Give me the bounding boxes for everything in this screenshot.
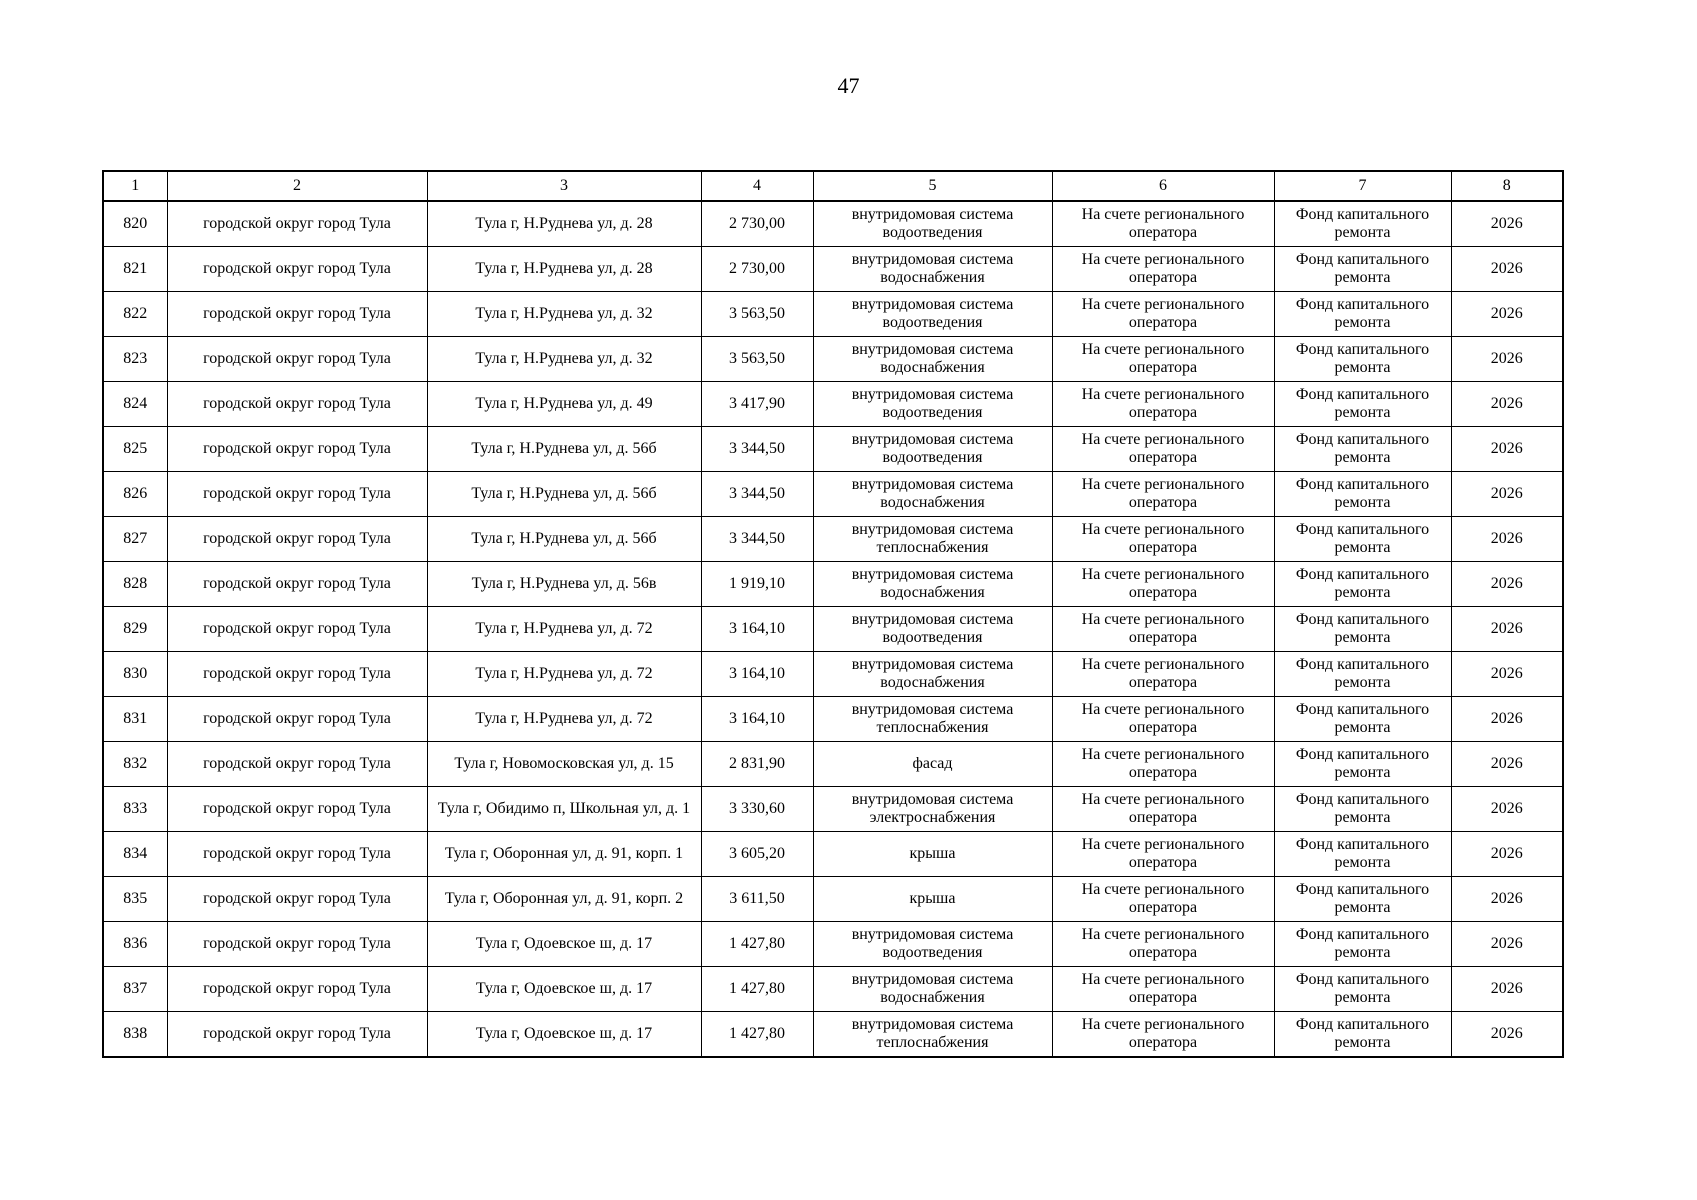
cell-work-type: внутридомовая система водоснабжения [813,247,1052,292]
cell-address: Тула г, Н.Руднева ул, д. 72 [427,607,701,652]
cell-funding-source: Фонд капитального ремонта [1274,877,1451,922]
cell-fund-location: На счете регионального оператора [1052,382,1274,427]
cell-area: 3 330,60 [701,787,813,832]
cell-address: Тула г, Н.Руднева ул, д. 72 [427,652,701,697]
cell-municipality: городской округ город Тула [167,517,427,562]
table-row [103,697,1563,742]
cell-municipality: городской округ город Тула [167,877,427,922]
cell-row-number: 824 [103,382,167,427]
cell-address: Тула г, Н.Руднева ул, д. 32 [427,292,701,337]
column-header-8: 8 [1451,171,1563,201]
cell-address: Тула г, Оборонная ул, д. 91, корп. 2 [427,877,701,922]
cell-year: 2026 [1451,337,1563,382]
cell-row-number: 831 [103,697,167,742]
cell-row-number: 838 [103,1012,167,1058]
cell-address: Тула г, Новомосковская ул, д. 15 [427,742,701,787]
cell-year: 2026 [1451,832,1563,877]
table-row [103,337,1563,382]
cell-row-number: 828 [103,562,167,607]
cell-year: 2026 [1451,562,1563,607]
cell-work-type: внутридомовая система водоотведения [813,292,1052,337]
table-row [103,607,1563,652]
table-row [103,292,1563,337]
cell-year: 2026 [1451,607,1563,652]
cell-work-type: внутридомовая система водоснабжения [813,967,1052,1012]
cell-fund-location: На счете регионального оператора [1052,427,1274,472]
cell-fund-location: На счете регионального оператора [1052,201,1274,247]
table-row [103,922,1563,967]
cell-work-type: внутридомовая система теплоснабжения [813,1012,1052,1058]
table-row [103,382,1563,427]
cell-funding-source: Фонд капитального ремонта [1274,787,1451,832]
cell-area: 3 164,10 [701,607,813,652]
cell-work-type: внутридомовая система водоснабжения [813,472,1052,517]
cell-work-type: внутридомовая система водоотведения [813,201,1052,247]
cell-municipality: городской округ город Тула [167,652,427,697]
cell-work-type: внутридомовая система водоотведения [813,607,1052,652]
cell-address: Тула г, Н.Руднева ул, д. 56в [427,562,701,607]
cell-funding-source: Фонд капитального ремонта [1274,832,1451,877]
cell-area: 3 563,50 [701,292,813,337]
cell-funding-source: Фонд капитального ремонта [1274,292,1451,337]
cell-year: 2026 [1451,967,1563,1012]
table-row [103,877,1563,922]
cell-municipality: городской округ город Тула [167,607,427,652]
cell-work-type: внутридомовая система водоотведения [813,922,1052,967]
cell-year: 2026 [1451,201,1563,247]
table-row [103,427,1563,472]
table-row [103,472,1563,517]
column-header-4: 4 [701,171,813,201]
cell-municipality: городской округ город Тула [167,201,427,247]
cell-row-number: 825 [103,427,167,472]
cell-work-type: крыша [813,832,1052,877]
table-row [103,562,1563,607]
cell-fund-location: На счете регионального оператора [1052,697,1274,742]
cell-municipality: городской округ город Тула [167,832,427,877]
cell-address: Тула г, Н.Руднева ул, д. 28 [427,247,701,292]
cell-year: 2026 [1451,472,1563,517]
cell-area: 3 605,20 [701,832,813,877]
data-table [102,170,1564,1058]
cell-fund-location: На счете регионального оператора [1052,337,1274,382]
cell-year: 2026 [1451,382,1563,427]
cell-row-number: 826 [103,472,167,517]
cell-funding-source: Фонд капитального ремонта [1274,742,1451,787]
cell-address: Тула г, Обидимо п, Школьная ул, д. 1 [427,787,701,832]
cell-row-number: 834 [103,832,167,877]
cell-row-number: 830 [103,652,167,697]
table-row [103,967,1563,1012]
cell-fund-location: На счете регионального оператора [1052,787,1274,832]
cell-work-type: внутридомовая система водоснабжения [813,562,1052,607]
cell-year: 2026 [1451,247,1563,292]
cell-fund-location: На счете регионального оператора [1052,607,1274,652]
cell-fund-location: На счете регионального оператора [1052,877,1274,922]
table-row [103,247,1563,292]
column-header-2: 2 [167,171,427,201]
cell-municipality: городской округ город Тула [167,292,427,337]
cell-work-type: внутридомовая система теплоснабжения [813,517,1052,562]
cell-municipality: городской округ город Тула [167,1012,427,1058]
cell-fund-location: На счете регионального оператора [1052,562,1274,607]
cell-funding-source: Фонд капитального ремонта [1274,922,1451,967]
cell-municipality: городской округ город Тула [167,337,427,382]
cell-year: 2026 [1451,742,1563,787]
cell-fund-location: На счете регионального оператора [1052,832,1274,877]
cell-row-number: 823 [103,337,167,382]
cell-row-number: 836 [103,922,167,967]
table-row [103,517,1563,562]
cell-year: 2026 [1451,292,1563,337]
cell-work-type: внутридомовая система водоотведения [813,382,1052,427]
cell-year: 2026 [1451,697,1563,742]
column-header-1: 1 [103,171,167,201]
cell-municipality: городской округ город Тула [167,382,427,427]
cell-work-type: крыша [813,877,1052,922]
cell-funding-source: Фонд капитального ремонта [1274,697,1451,742]
cell-municipality: городской округ город Тула [167,247,427,292]
cell-fund-location: На счете регионального оператора [1052,292,1274,337]
cell-funding-source: Фонд капитального ремонта [1274,427,1451,472]
cell-address: Тула г, Н.Руднева ул, д. 56б [427,472,701,517]
cell-work-type: внутридомовая система теплоснабжения [813,697,1052,742]
cell-work-type: внутридомовая система электроснабжения [813,787,1052,832]
cell-fund-location: На счете регионального оператора [1052,247,1274,292]
cell-row-number: 837 [103,967,167,1012]
column-header-7: 7 [1274,171,1451,201]
cell-address: Тула г, Одоевское ш, д. 17 [427,1012,701,1058]
cell-area: 3 164,10 [701,697,813,742]
cell-municipality: городской округ город Тула [167,697,427,742]
cell-year: 2026 [1451,517,1563,562]
cell-funding-source: Фонд капитального ремонта [1274,337,1451,382]
cell-fund-location: На счете регионального оператора [1052,652,1274,697]
cell-funding-source: Фонд капитального ремонта [1274,1012,1451,1058]
cell-municipality: городской округ город Тула [167,787,427,832]
cell-row-number: 822 [103,292,167,337]
cell-municipality: городской округ город Тула [167,967,427,1012]
cell-funding-source: Фонд капитального ремонта [1274,652,1451,697]
cell-municipality: городской округ город Тула [167,562,427,607]
cell-municipality: городской округ город Тула [167,472,427,517]
page-number: 47 [837,73,860,98]
cell-area: 3 344,50 [701,427,813,472]
cell-fund-location: На счете регионального оператора [1052,1012,1274,1058]
cell-work-type: внутридомовая система водоснабжения [813,337,1052,382]
cell-work-type: внутридомовая система водоснабжения [813,652,1052,697]
cell-year: 2026 [1451,787,1563,832]
cell-row-number: 820 [103,201,167,247]
cell-address: Тула г, Н.Руднева ул, д. 28 [427,201,701,247]
cell-work-type: фасад [813,742,1052,787]
cell-funding-source: Фонд капитального ремонта [1274,201,1451,247]
cell-municipality: городской округ город Тула [167,922,427,967]
cell-year: 2026 [1451,427,1563,472]
cell-area: 2 730,00 [701,201,813,247]
cell-address: Тула г, Н.Руднева ул, д. 56б [427,517,701,562]
cell-row-number: 821 [103,247,167,292]
table-header-row [103,171,1563,201]
table-row [103,652,1563,697]
cell-funding-source: Фонд капитального ремонта [1274,472,1451,517]
cell-address: Тула г, Одоевское ш, д. 17 [427,922,701,967]
cell-year: 2026 [1451,652,1563,697]
cell-municipality: городской округ город Тула [167,742,427,787]
cell-year: 2026 [1451,922,1563,967]
cell-fund-location: На счете регионального оператора [1052,742,1274,787]
cell-funding-source: Фонд капитального ремонта [1274,562,1451,607]
cell-funding-source: Фонд капитального ремонта [1274,967,1451,1012]
cell-funding-source: Фонд капитального ремонта [1274,247,1451,292]
table-row [103,1012,1563,1058]
cell-funding-source: Фонд капитального ремонта [1274,607,1451,652]
cell-funding-source: Фонд капитального ремонта [1274,382,1451,427]
table-body [103,171,1563,1057]
column-header-5: 5 [813,171,1052,201]
cell-fund-location: На счете регионального оператора [1052,472,1274,517]
cell-area: 3 344,50 [701,472,813,517]
cell-row-number: 835 [103,877,167,922]
cell-area: 1 427,80 [701,967,813,1012]
cell-area: 2 831,90 [701,742,813,787]
table-row [103,742,1563,787]
cell-area: 3 417,90 [701,382,813,427]
cell-fund-location: На счете регионального оператора [1052,967,1274,1012]
cell-address: Тула г, Н.Руднева ул, д. 49 [427,382,701,427]
cell-area: 1 919,10 [701,562,813,607]
cell-area: 2 730,00 [701,247,813,292]
cell-year: 2026 [1451,1012,1563,1058]
cell-address: Тула г, Н.Руднева ул, д. 72 [427,697,701,742]
cell-area: 1 427,80 [701,1012,813,1058]
cell-year: 2026 [1451,877,1563,922]
cell-address: Тула г, Оборонная ул, д. 91, корп. 1 [427,832,701,877]
cell-municipality: городской округ город Тула [167,427,427,472]
column-header-6: 6 [1052,171,1274,201]
column-header-3: 3 [427,171,701,201]
cell-address: Тула г, Н.Руднева ул, д. 56б [427,427,701,472]
cell-area: 3 611,50 [701,877,813,922]
cell-address: Тула г, Н.Руднева ул, д. 32 [427,337,701,382]
cell-fund-location: На счете регионального оператора [1052,922,1274,967]
cell-work-type: внутридомовая система водоотведения [813,427,1052,472]
table-row [103,201,1563,247]
cell-row-number: 832 [103,742,167,787]
cell-row-number: 829 [103,607,167,652]
cell-area: 1 427,80 [701,922,813,967]
cell-area: 3 164,10 [701,652,813,697]
cell-row-number: 827 [103,517,167,562]
cell-area: 3 344,50 [701,517,813,562]
cell-funding-source: Фонд капитального ремонта [1274,517,1451,562]
cell-row-number: 833 [103,787,167,832]
cell-fund-location: На счете регионального оператора [1052,517,1274,562]
cell-address: Тула г, Одоевское ш, д. 17 [427,967,701,1012]
cell-area: 3 563,50 [701,337,813,382]
table-row [103,832,1563,877]
table-row [103,787,1563,832]
